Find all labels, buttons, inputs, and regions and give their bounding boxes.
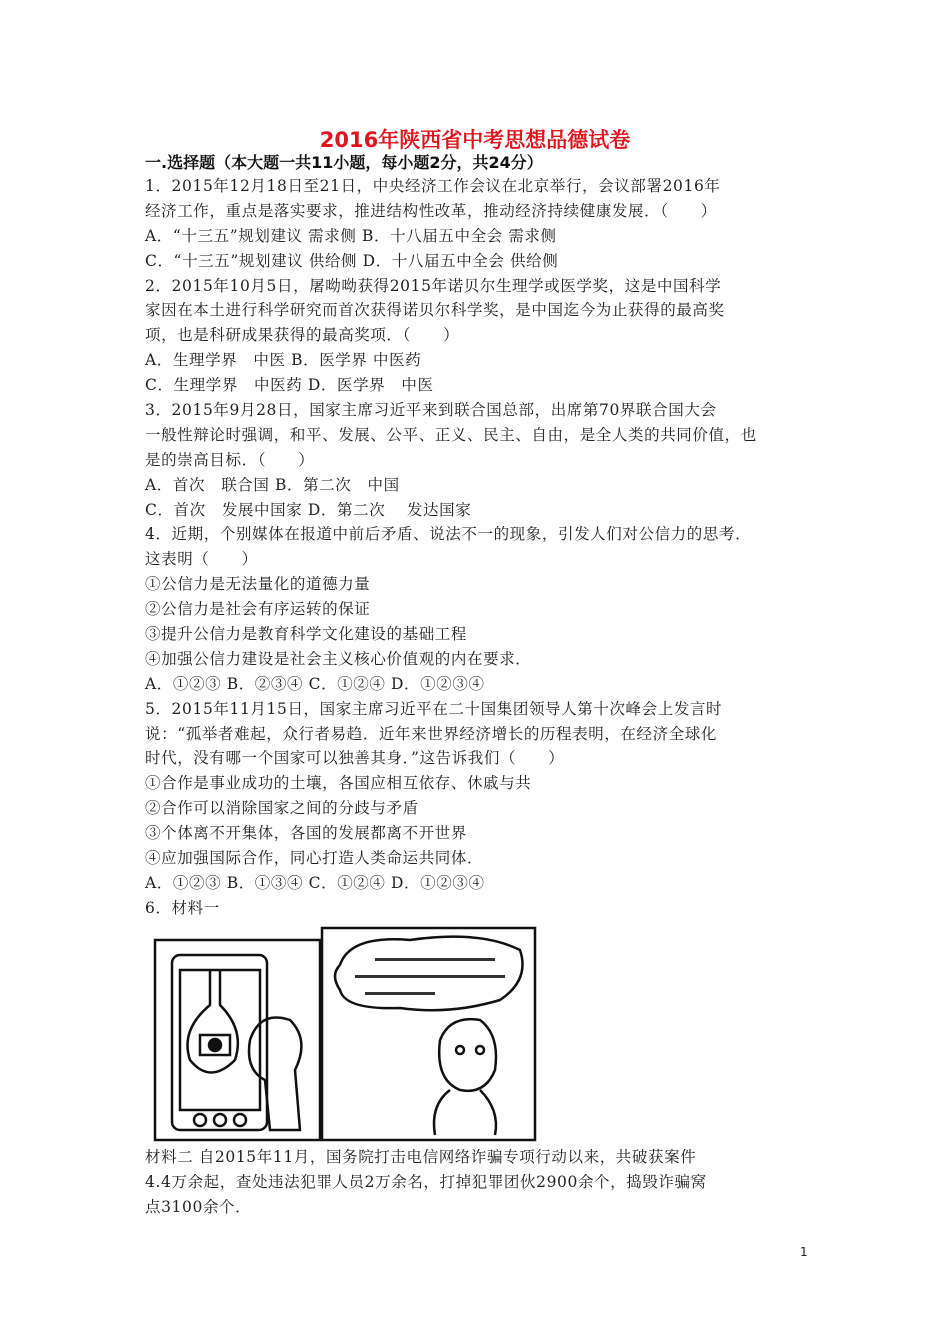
text-line: C．生理学界 中医药 D．医学界 中医 <box>145 376 434 395</box>
text-line: 这表明（ ） <box>145 550 258 569</box>
text-line: ④应加强国际合作，同心打造人类命运共同体． <box>145 849 484 868</box>
text-line: 4.4万余起，查处违法犯罪人员2万余名，打掉犯罪团伙2900余个，捣毁诈骗窝 <box>145 1172 707 1191</box>
text-line: 3．2015年9月28日，国家主席习近平来到联合国总部，出席第70界联合国大会 <box>145 401 717 420</box>
text-line: ①公信力是无法量化的道德力量 <box>145 575 371 594</box>
text-line: ③个体离不开集体，各国的发展都离不开世界 <box>145 824 468 843</box>
page-title: 2016年陕西省中考思想品德试卷 <box>319 128 631 152</box>
text-line: 5．2015年11月15日，国家主席习近平在二十国集团领导人第十次峰会上发言时 <box>145 699 723 718</box>
text-line: ①合作是事业成功的土壤，各国应相互依存、休戚与共 <box>145 774 532 793</box>
material-two <box>145 1145 815 1220</box>
text-line: ②公信力是社会有序运转的保证 <box>145 600 371 619</box>
text-line: 说：“孤举者难起，众行者易趋．近年来世界经济增长的历程表明，在经济全球化 <box>145 724 718 743</box>
text-line: A．生理学界 中医 B．医学界 中医药 <box>145 351 422 370</box>
text-line: 项，也是科研成果获得的最高奖项．（ ） <box>145 326 460 345</box>
text-line: C．首次 发展中国家 D．第二次 发达国家 <box>145 500 472 519</box>
text-line: A．“十三五”规划建议 需求侧 B．十八届五中全会 需求侧 <box>145 226 557 245</box>
questions-body <box>145 174 815 921</box>
text-line: 经济工作，重点是落实要求，推进结构性改革，推动经济持续健康发展．（ ） <box>145 201 717 220</box>
text-line: 时代，没有哪一个国家可以独善其身．”这告诉我们（ ） <box>145 749 565 768</box>
cartoon-illustration <box>150 920 540 1145</box>
text-line: C．“十三五”规划建议 供给侧 D．十八届五中全会 供给侧 <box>145 251 559 270</box>
section-heading: 一.选择题（本大题一共11小题，每小题2分，共24分） <box>145 153 543 172</box>
text-line: 6．材料一 <box>145 898 220 917</box>
text-line: 是的崇高目标．（ ） <box>145 450 315 469</box>
text-line: A．首次 联合国 B．第二次 中国 <box>145 475 400 494</box>
text-line: 点3100余个． <box>145 1197 252 1216</box>
text-line: 4．近期，个别媒体在报道中前后矛盾、说法不一的现象，引发人们对公信力的思考． <box>145 525 752 544</box>
text-line: 2．2015年10月5日，屠呦呦获得2015年诺贝尔生理学或医学奖，这是中国科学 <box>145 276 722 295</box>
text-line: 1．2015年12月18日至21日，中央经济工作会议在北京举行，会议部署2016年 <box>145 177 721 195</box>
text-line: 材料二 自2015年11月，国务院打击电信网络诈骗专项行动以来，共破获案件 <box>145 1148 697 1166</box>
text-line: A．①②③ B．②③④ C．①②④ D．①②③④ <box>145 674 485 693</box>
text-line: ②合作可以消除国家之间的分歧与矛盾 <box>145 799 419 818</box>
text-line: ③提升公信力是教育科学文化建设的基础工程 <box>145 625 468 644</box>
text-line: ④加强公信力建设是社会主义核心价值观的内在要求． <box>145 649 532 668</box>
text-line: 一般性辩论时强调，和平、发展、公平、正义、民主、自由，是全人类的共同价值，也 <box>145 425 757 444</box>
page-number: 1 <box>800 1245 808 1259</box>
text-line: 家因在本土进行科学研究而首次获得诺贝尔科学奖，是中国迄今为止获得的最高奖 <box>145 301 725 320</box>
text-line: A．①②③ B．①③④ C．①②④ D．①②③④ <box>145 873 485 892</box>
